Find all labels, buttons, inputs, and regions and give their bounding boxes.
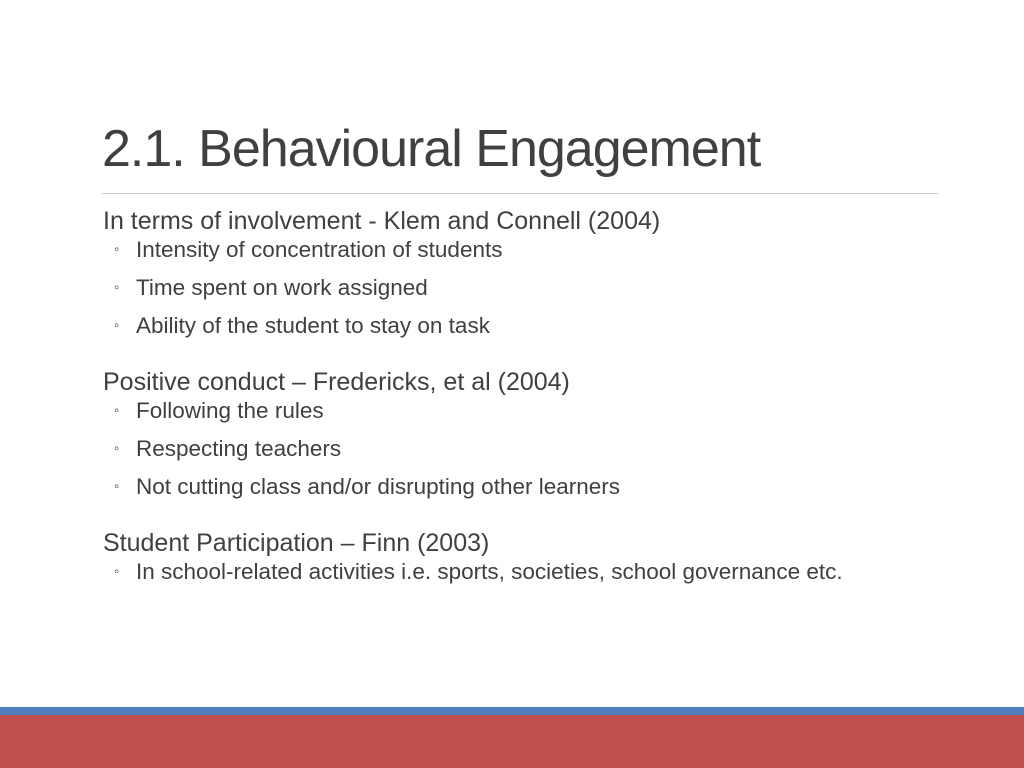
bullet-item — [103, 437, 871, 460]
bullet-circle-icon: ◦ — [114, 241, 120, 258]
bullet-item — [103, 399, 871, 422]
bullet-circle-icon: ◦ — [114, 440, 120, 457]
bullet-list — [103, 560, 933, 583]
section-student-participation — [103, 526, 933, 583]
bullet-circle-icon: ◦ — [114, 563, 120, 580]
bullet-text: Time spent on work assigned — [136, 275, 428, 300]
footer-band — [0, 715, 1024, 768]
section-heading: Positive conduct – Fredericks, et al (2004) — [103, 368, 570, 396]
section-positive-conduct — [103, 365, 933, 498]
bullet-item — [103, 475, 871, 498]
section-heading: In terms of involvement - Klem and Connell (2004) — [103, 207, 661, 235]
bullet-text: Intensity of concentration of students — [136, 237, 503, 262]
bullet-text: Not cutting class and/or disrupting other learners — [136, 474, 621, 499]
bullet-list — [103, 238, 933, 337]
bullet-item — [103, 560, 871, 583]
bullet-item — [103, 238, 871, 261]
slide-title: 2.1. Behavioural Engagement — [102, 120, 761, 178]
section-heading: Student Participation – Finn (2003) — [103, 529, 490, 557]
bullet-item — [103, 314, 871, 337]
bullet-list — [103, 399, 933, 498]
slide-body — [103, 204, 933, 611]
bullet-circle-icon: ◦ — [114, 279, 120, 296]
bullet-circle-icon: ◦ — [114, 478, 120, 495]
bullet-circle-icon: ◦ — [114, 317, 120, 334]
bullet-text: Ability of the student to stay on task — [136, 313, 490, 338]
bullet-item — [103, 276, 871, 299]
section-involvement — [103, 204, 933, 337]
title-divider — [102, 193, 938, 194]
bullet-text: Respecting teachers — [136, 436, 342, 461]
footer-accent-bar — [0, 707, 1024, 715]
bullet-text: Following the rules — [136, 398, 324, 423]
bullet-circle-icon: ◦ — [114, 402, 120, 419]
bullet-text: In school-related activities i.e. sports, societies, school governance etc. — [136, 559, 843, 584]
